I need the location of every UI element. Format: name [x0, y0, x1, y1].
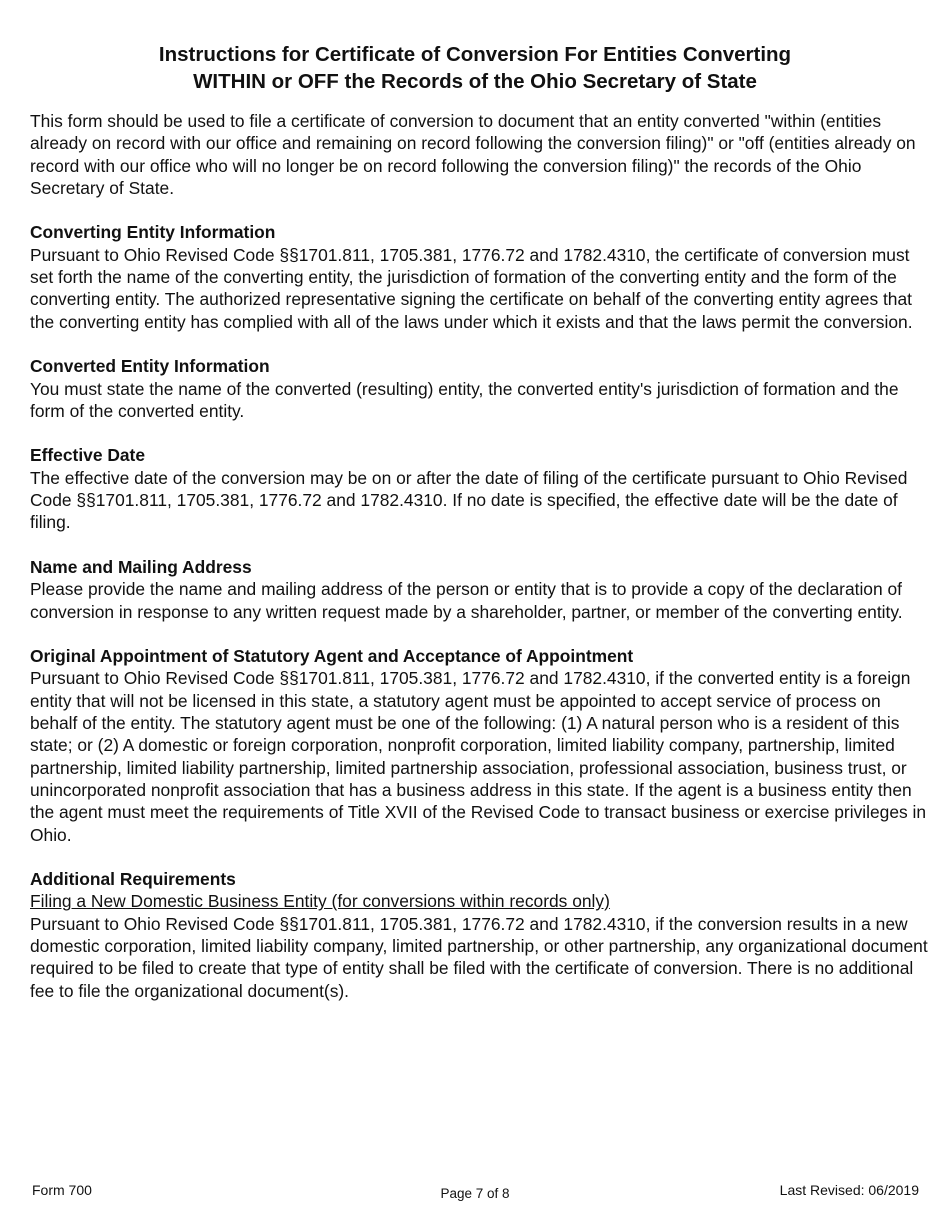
- form-number: Form 700: [32, 1182, 92, 1198]
- section-body: Please provide the name and mailing address of the person or entity that is to provide a copy of the declaration of conversion in response to any written request made by a shareholder, partner, or member of the converting entity.: [30, 579, 903, 622]
- title-line-2: WITHIN or OFF the Records of the Ohio Secretary of State: [193, 70, 757, 93]
- section-statutory-agent: [30, 645, 930, 846]
- section-body: Pursuant to Ohio Revised Code §§1701.811, 1705.381, 1776.72 and 1782.4310, if the conversion results in a new domestic corporation, limited liability company, limited partnership, or other partnership, any organizational document required to be filed to create that type of entity shall be filed with the certificate of conversion. There is no additional fee to file the organizational document(s).: [30, 913, 928, 1001]
- section-heading: Original Appointment of Statutory Agent and Acceptance of Appointment: [30, 646, 634, 667]
- section-converted-entity: [30, 355, 930, 422]
- section-heading: Additional Requirements: [30, 869, 236, 890]
- section-body: Pursuant to Ohio Revised Code §§1701.811, 1705.381, 1776.72 and 1782.4310, if the converted entity is a foreign entity that will not be licensed in this state, a statutory agent must be appointed to accept service of process on behalf of the entity. The statutory agent must be one of the following: (1) A natural person who is a resident of this state; or (2) A domestic or foreign corporation, nonprofit corporation, limited liability company, partnership, limited partnership, limited liability partnership, limited partnership association, professional association, business trust, or unincorporated nonprofit association that has a business address in this state. If the agent is a business entity then the agent must meet the requirements of Title XVII of the Revised Code to transact business or exercise privileges in Ohio.: [30, 668, 927, 845]
- title-line-1: Instructions for Certificate of Conversion For Entities Converting: [158, 43, 792, 66]
- section-heading: Converted Entity Information: [30, 356, 270, 377]
- last-revised: Last Revised: 06/2019: [779, 1182, 919, 1198]
- section-body: You must state the name of the converted (resulting) entity, the converted entity's jurisdiction of formation and the form of the converted entity.: [30, 378, 899, 421]
- section-subheading: Filing a New Domestic Business Entity (for conversions within records only): [30, 891, 610, 912]
- page-footer: [0, 1182, 950, 1206]
- section-name-mailing-address: [30, 556, 930, 623]
- intro-paragraph: This form should be used to file a certificate of conversion to document that an entity converted "within (entities already on record with our office and remaining on record following the conversion filing)" or "off (entities already on record with our office who will no longer be on record following the conversion filing)" the records of the Ohio Secretary of State.: [30, 111, 916, 198]
- section-additional-requirements: [30, 868, 930, 1002]
- section-heading: Converting Entity Information: [30, 222, 276, 243]
- section-heading: Name and Mailing Address: [30, 556, 252, 577]
- section-effective-date: [30, 444, 930, 533]
- section-body: The effective date of the conversion may be on or after the date of filing of the certificate pursuant to Ohio Revised Code §§1701.811, 1705.381, 1776.72 and 1782.4310. If no date is specified, the effective date will be the date of filing.: [30, 467, 908, 533]
- section-converting-entity: [30, 221, 930, 332]
- section-heading: Effective Date: [30, 445, 146, 466]
- page-title: [30, 41, 920, 95]
- document-body: [30, 110, 930, 1002]
- section-body: Pursuant to Ohio Revised Code §§1701.811, 1705.381, 1776.72 and 1782.4310, the certificate of conversion must set forth the name of the converting entity, the jurisdiction of formation of the converting entity and the form of the converting entity. The authorized representative signing the certificate on behalf of the converting entity agrees that the converting entity has complied with all of the laws under which it exists and that the laws permit the conversion.: [30, 244, 913, 332]
- page-number: Page 7 of 8: [440, 1186, 510, 1201]
